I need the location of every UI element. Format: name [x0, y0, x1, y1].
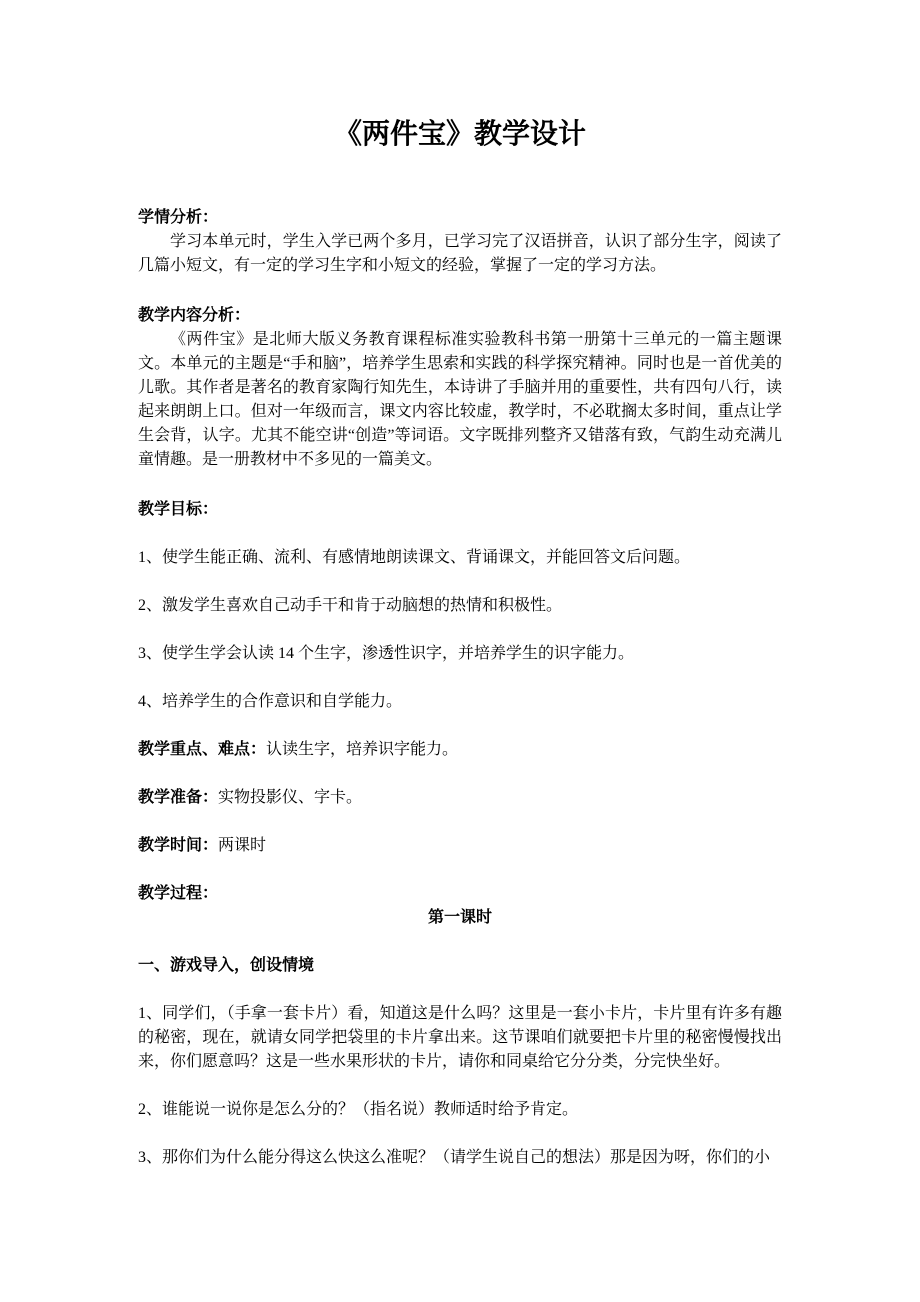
student-analysis-heading: 学情分析： — [138, 209, 219, 226]
preparation-label: 教学准备： — [138, 789, 219, 806]
goals-heading: 教学目标： — [138, 501, 219, 518]
preparation-value: 实物投影仪、字卡。 — [218, 789, 363, 806]
key-points — [138, 738, 782, 762]
goal-item: 2、激发学生喜欢自己动手干和肯于动脑想的热情和积极性。 — [138, 597, 563, 614]
process-step: 2、谁能说一说你是怎么分的？（指名说）教师适时给予肯定。 — [138, 1101, 579, 1118]
document-title: 《两件宝》教学设计 — [333, 119, 586, 150]
teaching-time — [138, 834, 782, 858]
process-step: 1、同学们，（手拿一套卡片）看，知道这是什么吗？这里是一套小卡片，卡片里有许多有趣的秘密，现在，就请女同学把袋里的卡片拿出来。这节课咱们就要把卡片里的秘密慢慢找出来，你们愿意吗？这是一些水果形状的卡片，请你和同桌给它分分类，分完快坐好。 — [138, 1005, 782, 1070]
teaching-time-value: 两课时 — [218, 837, 267, 854]
process-step: 3、那你们为什么能分得这么快这么准呢？（请学生说自己的想法）那是因为呀，你们的小 — [138, 1149, 771, 1166]
process-heading: 教学过程： — [138, 885, 219, 902]
lesson-title: 第一课时 — [427, 909, 492, 926]
key-points-value: 认读生字，培养识字能力。 — [266, 741, 459, 758]
content-analysis-body: 《两件宝》是北师大版义务教育课程标准实验教科书第一册第十三单元的一篇主题课文。本单元的主题是“手和脑”，培养学生思索和实践的科学探究精神。同时也是一首优美的儿歌。其作者是著名的教育家陶行知先生，本诗讲了手脑并用的重要性，共有四句八行，读起来朗朗上口。但对一年级而言，课文内容比较虚，教学时，不必耽搁太多时间，重点让学生会背，认字。尤其不能空讲“创造”等词语。文字既排列整齐又错落有致，气韵生动充满儿童情趣。是一册教材中不多见的一篇美文。 — [138, 331, 782, 468]
goal-item: 4、培养学生的合作意识和自学能力。 — [138, 693, 403, 710]
part-heading: 一、游戏导入，创设情境 — [138, 957, 315, 974]
key-points-label: 教学重点、难点： — [138, 741, 267, 758]
teaching-time-label: 教学时间： — [138, 837, 219, 854]
preparation — [138, 786, 782, 810]
student-analysis-body: 学习本单元时，学生入学已两个多月，已学习完了汉语拼音，认识了部分生字，阅读了几篇小短文，有一定的学习生字和小短文的经验，掌握了一定的学习方法。 — [138, 233, 782, 274]
goal-item: 1、使学生能正确、流利、有感情地朗读课文、背诵课文，并能回答文后问题。 — [138, 549, 691, 566]
goal-item: 3、使学生学会认读 14 个生字，渗透性识字，并培养学生的识字能力。 — [138, 645, 635, 662]
content-analysis-heading: 教学内容分析： — [138, 307, 251, 324]
